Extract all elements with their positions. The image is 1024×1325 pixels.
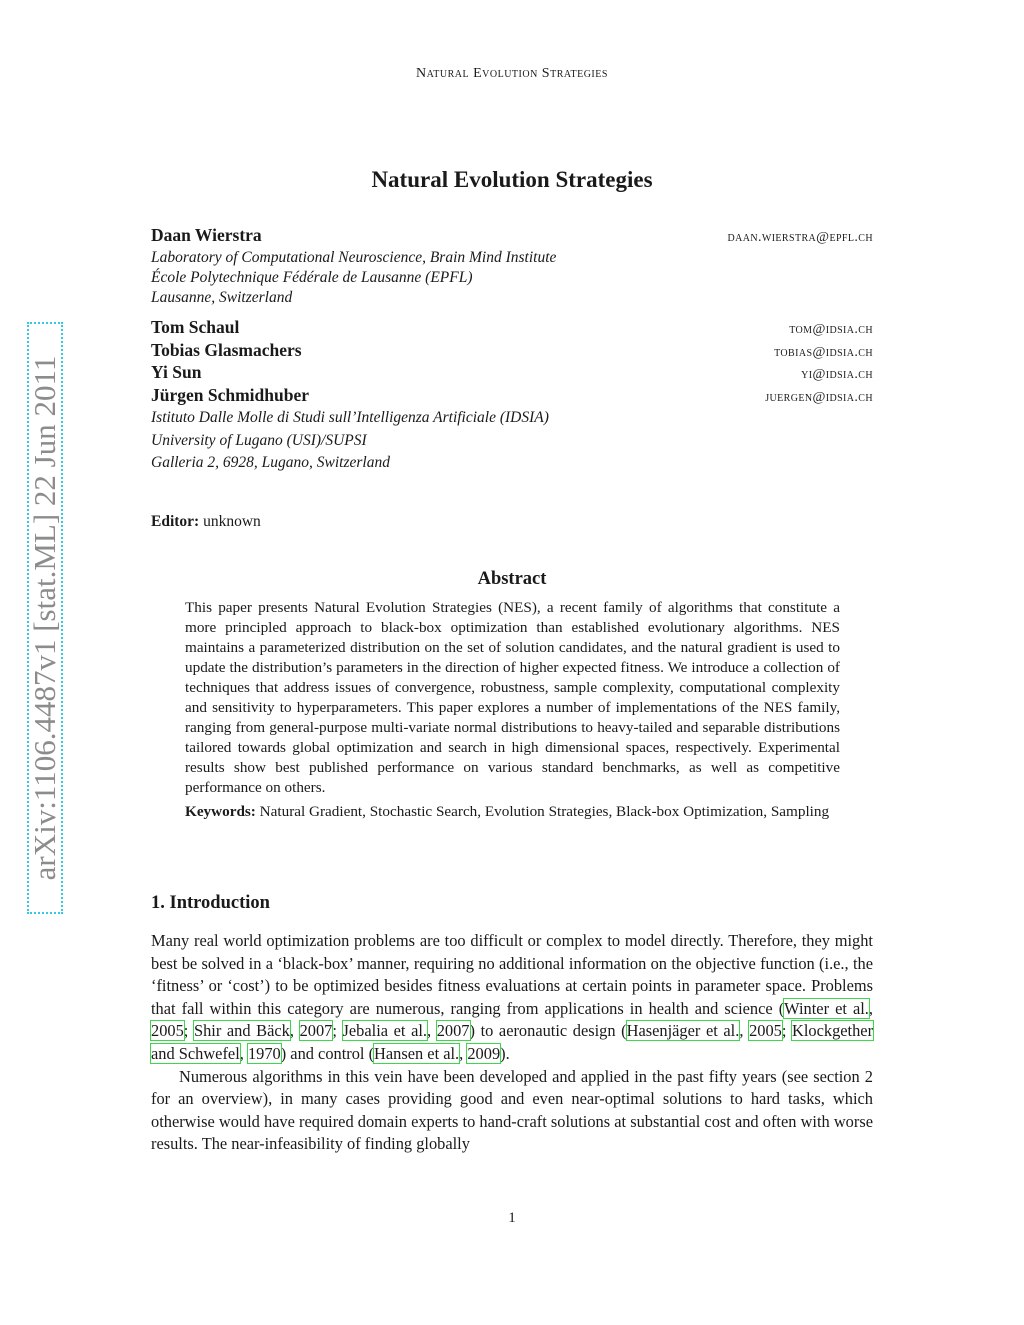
affiliation-line: University of Lugano (USI)/SUPSI (151, 431, 367, 449)
author-name: Tobias Glasmachers (151, 339, 302, 360)
citation-link[interactable]: Jebalia et al. (342, 1021, 427, 1041)
editor-line (151, 513, 261, 531)
author-email[interactable]: juergen@idsia.ch (765, 389, 873, 405)
affiliation-line: École Polytechnique Fédérale de Lausanne (EPFL) (151, 268, 473, 286)
author-email[interactable]: tom@idsia.ch (789, 322, 873, 337)
citation-year-link[interactable]: 1970 (247, 1043, 281, 1063)
author-name: Daan Wierstra (151, 225, 262, 245)
abstract-body (185, 598, 840, 822)
citation-year-link[interactable]: 2007 (299, 1021, 333, 1041)
affiliation-line: Galleria 2, 6928, Lugano, Switzerland (151, 454, 390, 471)
citation-link[interactable]: Hasenjäger et al. (626, 1021, 740, 1041)
section-heading: 1. Introduction (151, 893, 270, 913)
page-number: 1 (508, 1210, 516, 1226)
author-name: Yi Sun (151, 362, 202, 382)
author-row (151, 317, 873, 340)
affiliation-line: Istituto Dalle Molle di Studi sull’Intelligenza Artificiale (IDSIA) (151, 409, 549, 426)
affiliation-line: Lausanne, Switzerland (151, 288, 293, 306)
text-run: ) and control ( (280, 1043, 375, 1063)
text-run: Many real world optimization problems are too difficult or complex to model directly. Therefore, they might best be solved in a ‘black-box’ manner, requiring no additional information on the objective function (i.e., the ‘fitness’ or ‘cost’) to be optimized besides fitness evaluations at certain points in parameter space. Problems that fall within this category are numerous, ranging from applications in health and science ( (151, 931, 873, 1018)
author-name: Tom Schaul (151, 317, 240, 337)
author-name: Jürgen Schmidhuber (151, 384, 310, 405)
citation-link[interactable]: Shir and Bäck (193, 1021, 290, 1041)
abstract-heading: Abstract (477, 569, 547, 589)
author-group-idsia (151, 317, 873, 475)
affiliation-line: Laboratory of Computational Neuroscience, Brain Mind Institute (151, 248, 557, 266)
intro-paragraph: Many real world optimization problems are too difficult or complex to model directly. Therefore, they might best be solved in a ‘black-box’ manner, requiring no additional information on the objective function (i.e., the ‘fitness’ or ‘cost’) to be optimized besides fitness evaluations at certain points in parameter space. Problems that fall within this category are numerous, ranging from applications in health and science (Winter et al., 2005; Shir and Bäck, 2007; Jebalia et al., 2007) to aeronautic design (Hasenjäger et al., 2005; Klockgether and Schwefel, 1970) and control (Hansen et al., 2009). (151, 931, 874, 1063)
citation-year-link[interactable]: 2009 (467, 1043, 501, 1063)
author-row (151, 225, 873, 248)
author-row (151, 362, 873, 385)
keywords-label: Keywords: (185, 803, 256, 820)
intro-paragraph: Numerous algorithms in this vein have been developed and applied in the past fifty years (see section 2 for an overview), in many cases providing good and even near-optimal solutions to hard tasks, which otherwise would have required domain experts to hand-craft solutions at substantial cost and often with worse results. The near-infeasibility of finding globally (151, 1066, 873, 1154)
editor-value: unknown (203, 513, 261, 530)
author-email[interactable]: yi@idsia.ch (801, 367, 873, 382)
text-run: ). (500, 1043, 510, 1063)
citation-year-link[interactable]: 2005 (749, 1021, 782, 1041)
abstract-text: This paper presents Natural Evolution Strategies (NES), a recent family of algorithms that constitute a more principled approach to black-box optimization than established evolutionary algorithms. NES maintains a parameterized distribution on the set of solution candidates, and the natural gradient is used to update the distribution’s parameters in the direction of higher expected fitness. We introduce a collection of techniques that address issues of convergence, robustness, sample complexity, computational complexity and sensitivity to hyperparameters. This paper explores a number of implementations of the NES family, ranging from general-purpose multi-variate normal distributions to heavy-tailed and separable distributions tailored towards global optimization and search in high dimensional spaces, respectively. Experimental results show best published performance on various standard benchmarks, as well as competitive performance on others. (185, 599, 840, 796)
arxiv-stamp-text: arXiv:1106.4487v1 [stat.ML] 22 Jun 2011 (27, 355, 62, 881)
author-email[interactable]: tobias@idsia.ch (774, 344, 873, 360)
author-row (151, 340, 873, 363)
citation-year-link[interactable]: 2007 (436, 1021, 470, 1041)
keywords-text: Natural Gradient, Stochastic Search, Evolution Strategies, Black-box Optimization, Sampling (259, 803, 830, 820)
author-group-epfl (151, 225, 873, 308)
citation-link[interactable]: Klockgether and Schwefel (151, 1021, 874, 1063)
paper-title: Natural Evolution Strategies (371, 167, 653, 192)
citation-year-link[interactable]: 2005 (151, 1021, 184, 1041)
citation-link[interactable]: Winter et al. (784, 998, 869, 1018)
text-run: ) to aeronautic design ( (469, 1021, 627, 1041)
author-email[interactable]: daan.wierstra@epfl.ch (727, 230, 873, 245)
running-head: Natural Evolution Strategies (416, 66, 608, 81)
arxiv-stamp[interactable] (27, 322, 63, 914)
citation-link[interactable]: Hansen et al. (374, 1043, 460, 1063)
intro-body (151, 930, 873, 1156)
author-row (151, 385, 873, 408)
editor-label: Editor: (151, 513, 200, 530)
keywords (185, 802, 840, 822)
